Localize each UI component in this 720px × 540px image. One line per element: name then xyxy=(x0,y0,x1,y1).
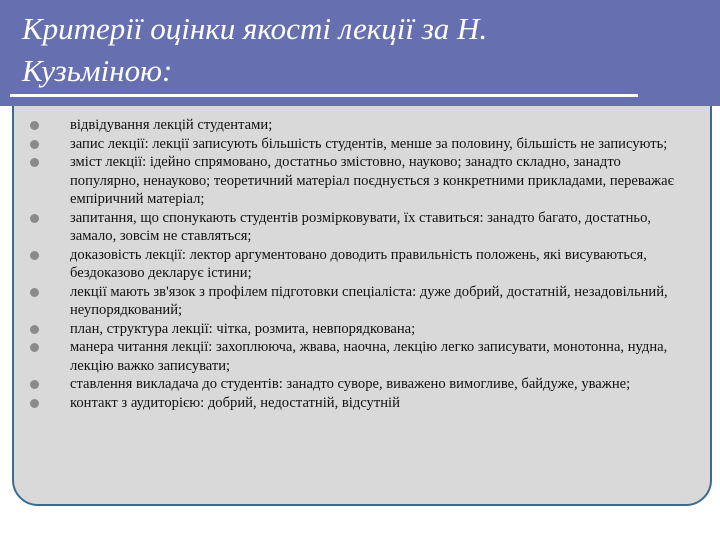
list-item-text: запитання, що спонукають студентів розмірковувати, їх ставиться: занадто багато, достатньо, замало, зовсім не ставляться; xyxy=(70,209,652,244)
title-underline xyxy=(10,94,638,97)
list-item xyxy=(30,375,690,394)
title-bar xyxy=(0,0,720,106)
list-item-text: контакт з аудиторією: добрий, недостатній, відсутній xyxy=(70,394,400,411)
list-item-text: відвідування лекцій студентами; xyxy=(70,117,273,133)
bullet-icon xyxy=(30,121,39,130)
bullet-icon xyxy=(30,325,39,334)
list-item xyxy=(30,320,690,339)
bullet-icon xyxy=(30,343,39,352)
bullet-icon xyxy=(30,251,39,260)
bullet-icon xyxy=(30,214,39,223)
list-item-text: план, структура лекції: чітка, розмита, невпорядкована; xyxy=(70,320,416,337)
list-item xyxy=(30,338,690,375)
criteria-list xyxy=(30,116,690,412)
list-item xyxy=(30,246,690,283)
bullet-icon xyxy=(30,380,39,389)
list-item xyxy=(30,283,690,320)
list-item-text: запис лекції: лекції записують більшість студентів, менше за половину, більшість не записують; xyxy=(70,135,668,152)
list-item-text: манера читання лекції: захоплююча, жвава, наочна, лекцію легко записувати, монотонна, нудна, лекцію важко записувати; xyxy=(70,339,668,374)
list-item xyxy=(30,116,690,135)
bullet-icon xyxy=(30,399,39,408)
list-item xyxy=(30,394,690,413)
list-item-text: зміст лекції: ідейно спрямовано, достатньо змістовно, науково; занадто складно, занадто популярно, ненауково; теоретичний матеріал поєднується з конкретними прикладами, переважає емпіричний матеріал; xyxy=(70,154,674,207)
bullet-icon xyxy=(30,288,39,297)
list-item-text: ставлення викладача до студентів: занадто суворе, виважено вимогливе, байдуже, уважне; xyxy=(70,376,631,392)
bullet-icon xyxy=(30,140,39,149)
list-item xyxy=(30,135,690,154)
list-item-text: лекції мають зв'язок з профілем підготовки спеціаліста: дуже добрий, достатній, незадовільний, неупорядкований; xyxy=(70,283,668,318)
list-item-text: доказовість лекції: лектор аргументовано доводить правильність положень, які висуваються, бездоказово декларує істини; xyxy=(70,246,647,281)
list-item xyxy=(30,209,690,246)
list-item xyxy=(30,153,690,209)
slide-title: Критерії оцінки якості лекції за Н. Кузьміною: xyxy=(22,11,488,88)
bullet-icon xyxy=(30,158,39,167)
